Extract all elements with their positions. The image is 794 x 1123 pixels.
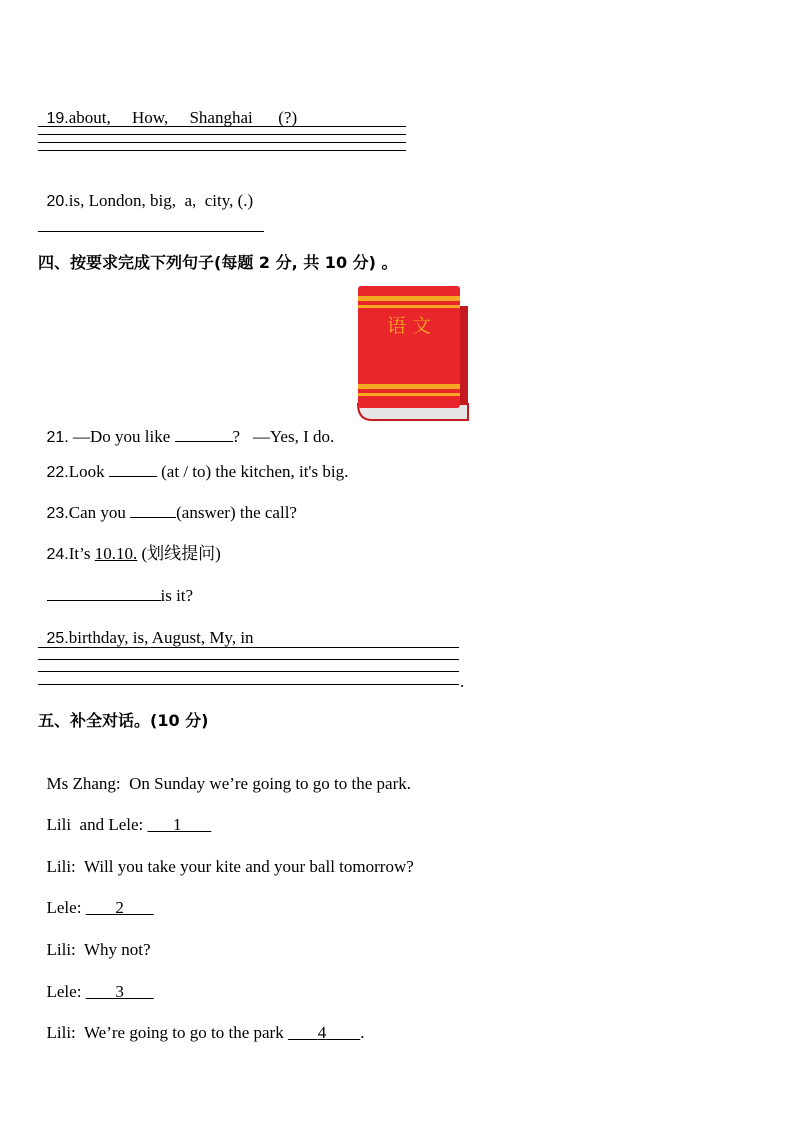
question-24-answer	[38, 566, 193, 606]
question-number: 22.	[46, 464, 69, 481]
question-text: is it?	[160, 586, 194, 605]
question-number: 19.	[46, 110, 69, 127]
numbered-blank[interactable]	[288, 1023, 360, 1042]
numbered-blank[interactable]	[148, 815, 212, 834]
question-number: 25.	[46, 630, 69, 647]
answer-line	[38, 150, 406, 151]
question-text: Look	[68, 462, 109, 481]
blank[interactable]	[47, 586, 161, 601]
dialogue-line	[38, 878, 154, 918]
question-text: birthday, is, August, My, in	[68, 628, 254, 647]
period: .	[460, 672, 465, 691]
blank-number: 3	[115, 982, 124, 1001]
question-text: (at / to) the kitchen, it's big.	[156, 462, 349, 481]
dialogue-line	[38, 837, 414, 877]
question-text: about, How, Shanghai (?)	[68, 108, 298, 127]
speaker: Ms Zhang:	[46, 774, 121, 793]
speaker: Lele:	[46, 982, 82, 1001]
question-25	[38, 608, 254, 649]
speaker: Lili:	[46, 940, 76, 959]
question-19	[38, 88, 297, 129]
blank-number: 2	[115, 898, 124, 917]
blank-number: 4	[317, 1023, 327, 1042]
dialogue-line	[38, 962, 154, 1002]
question-text: —Do you like	[68, 427, 175, 446]
speaker: Lili:	[46, 1023, 76, 1042]
dialogue-line	[38, 754, 411, 794]
answer-line	[38, 684, 459, 685]
dialogue-text: We’re going to go to the park	[75, 1023, 288, 1042]
question-text: It’s	[68, 544, 95, 563]
dialogue-line	[38, 920, 151, 960]
question-number: 21.	[46, 429, 69, 446]
section-5-heading: 五、补全对话。(10 分)	[38, 711, 209, 730]
question-instruction: (划线提问)	[137, 544, 221, 563]
blank[interactable]	[175, 427, 233, 442]
numbered-blank[interactable]	[86, 982, 154, 1001]
answer-line	[38, 134, 406, 135]
underlined-text: 10.10.	[94, 544, 138, 563]
question-20	[38, 171, 253, 212]
blank[interactable]	[109, 462, 157, 477]
section-4-heading: 四、按要求完成下列句子(每题 2 分, 共 10 分) 。	[38, 253, 398, 272]
answer-line	[38, 142, 406, 143]
question-text: Can you	[68, 503, 131, 522]
dialogue-text: On Sunday we’re going to go to the park.	[120, 774, 412, 793]
question-number: 23.	[46, 505, 69, 522]
chinese-textbook-icon	[352, 284, 472, 426]
speaker: Lili and Lele:	[46, 815, 144, 834]
blank-number: 1	[173, 815, 182, 834]
speaker: Lili:	[46, 857, 76, 876]
question-number: 24.	[46, 546, 69, 563]
answer-line	[38, 671, 459, 672]
dialogue-text: Why not?	[75, 940, 151, 959]
question-text: ? —Yes, I do.	[232, 427, 335, 446]
answer-line	[38, 659, 459, 660]
question-text: (answer) the call?	[176, 503, 297, 522]
speaker: Lele:	[46, 898, 82, 917]
answer-line	[38, 647, 459, 648]
numbered-blank[interactable]	[86, 898, 154, 917]
blank[interactable]	[130, 503, 176, 518]
answer-line	[38, 126, 406, 127]
question-number: 20.	[46, 193, 69, 210]
dialogue-line	[38, 1003, 364, 1043]
question-text: is, London, big, a, city, (.)	[68, 191, 254, 210]
question-24	[38, 524, 221, 565]
book-title: 语 文	[386, 315, 432, 337]
dialogue-line	[38, 795, 211, 835]
dialogue-text: Will you take your kite and your ball tomorrow?	[75, 857, 414, 876]
dialogue-text: .	[360, 1023, 365, 1042]
answer-line	[38, 231, 264, 232]
question-22	[38, 442, 348, 483]
question-23	[38, 483, 297, 524]
